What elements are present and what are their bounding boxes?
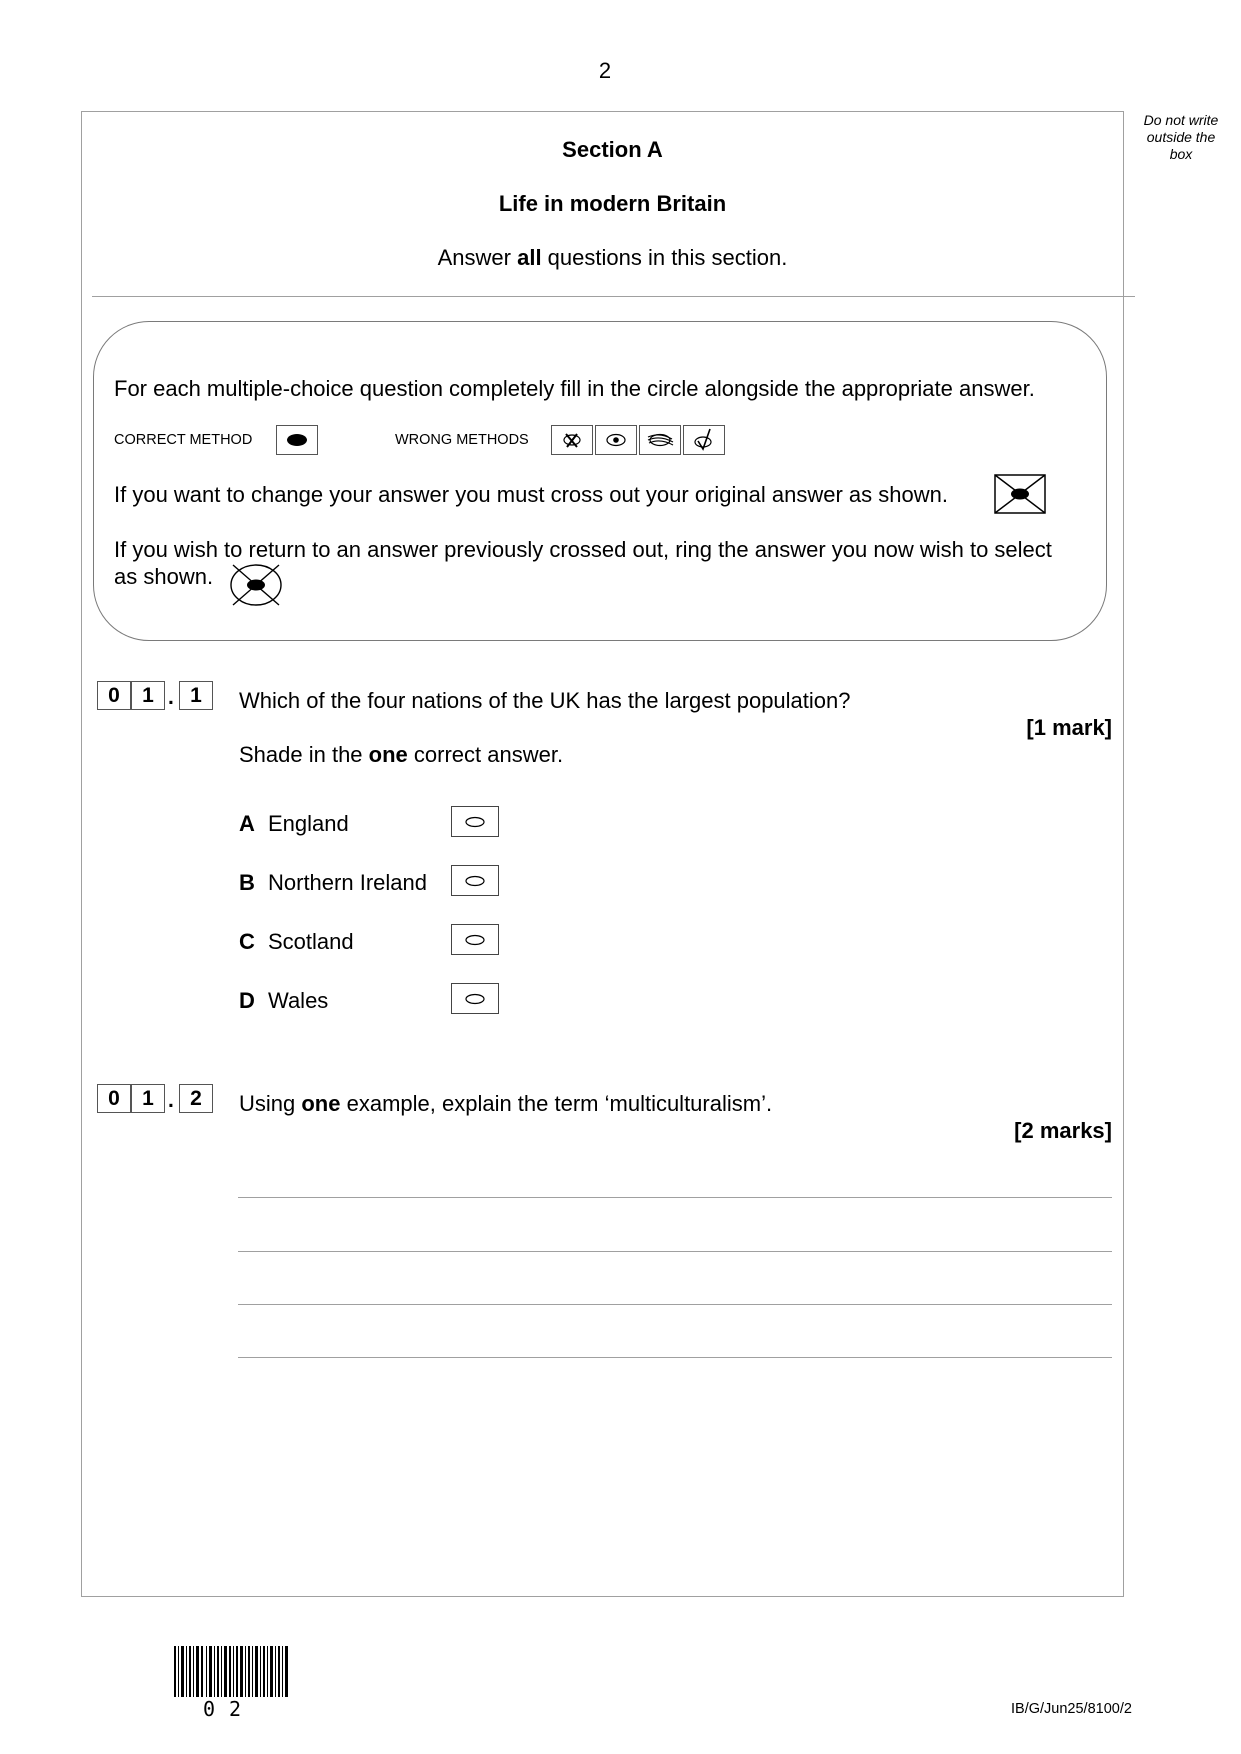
option-c-letter: C xyxy=(239,929,255,954)
wrong-method-tick-icon xyxy=(683,425,725,455)
option-d-letter: D xyxy=(239,988,255,1013)
wrong-method-scribble-icon xyxy=(639,425,681,455)
section-instruction: Answer all questions in this section. xyxy=(437,245,788,270)
instruction-line: For each multiple-choice question completely fill in the circle alongside the appropriate answer. xyxy=(114,376,1035,401)
section-divider xyxy=(92,296,1135,297)
option-a-letter: A xyxy=(239,811,255,836)
return-answer-instruction-cont: as shown. xyxy=(114,564,214,589)
instruction-emphasis: all xyxy=(517,245,542,270)
instruction-emphasis: one xyxy=(368,742,408,767)
question-number-digit: 0 xyxy=(97,1084,131,1113)
option-b-letter: B xyxy=(239,870,255,895)
question-number-digit: 1 xyxy=(131,681,165,710)
option-a-label: England xyxy=(268,811,349,836)
question-number-digit: 0 xyxy=(97,681,131,710)
return-answer-instruction: If you wish to return to an answer previously crossed out, ring the answer you now wish to select xyxy=(114,537,1052,562)
question-1-2-text: Using one example, explain the term ‘multiculturalism’. xyxy=(239,1091,773,1116)
paper-reference: IB/G/Jun25/8100/2 xyxy=(1011,1701,1132,1717)
option-a-bubble[interactable] xyxy=(451,806,499,837)
answer-line[interactable] xyxy=(238,1304,1112,1305)
wrong-method-dot-icon xyxy=(595,425,637,455)
question-number-digit: 1 xyxy=(131,1084,165,1113)
option-d-bubble[interactable] xyxy=(451,983,499,1014)
question-1-1-marks: [1 mark] xyxy=(1026,715,1112,740)
change-answer-instruction: If you want to change your answer you must cross out your original answer as shown. xyxy=(114,482,948,507)
section-subtitle: Life in modern Britain xyxy=(498,191,727,216)
correct-method-label: CORRECT METHOD xyxy=(114,432,253,448)
wrong-methods-label: WRONG METHODS xyxy=(395,432,529,448)
question-1-1-instruction: Shade in the one correct answer. xyxy=(239,742,564,767)
question-1-1-text: Which of the four nations of the UK has the largest population? xyxy=(239,688,851,713)
page-number: 2 xyxy=(598,58,612,83)
question-1-2-marks: [2 marks] xyxy=(1014,1118,1112,1143)
wrong-method-cross-icon xyxy=(551,425,593,455)
question-emphasis: one xyxy=(301,1091,341,1116)
option-b-label: Northern Ireland xyxy=(268,870,427,895)
answer-line[interactable] xyxy=(238,1357,1112,1358)
question-number-digit: 2 xyxy=(179,1084,213,1113)
ringed-answer-example-icon xyxy=(228,562,284,613)
question-number-dot: . xyxy=(168,686,174,709)
section-title: Section A xyxy=(562,137,663,162)
answer-line[interactable] xyxy=(238,1251,1112,1252)
option-c-label: Scotland xyxy=(268,929,354,954)
option-c-bubble[interactable] xyxy=(451,924,499,955)
barcode xyxy=(174,1646,290,1697)
crossed-out-example-icon xyxy=(994,474,1046,519)
barcode-number: 02 xyxy=(203,1697,256,1721)
correct-method-example-icon xyxy=(276,425,318,455)
option-b-bubble[interactable] xyxy=(451,865,499,896)
option-d-label: Wales xyxy=(268,988,329,1013)
question-number-digit: 1 xyxy=(179,681,213,710)
margin-note-line: Do not write xyxy=(1143,112,1219,128)
margin-note-line: outside the xyxy=(1146,129,1216,145)
question-number-dot: . xyxy=(168,1089,174,1112)
answer-line[interactable] xyxy=(238,1197,1112,1198)
margin-note-line: box xyxy=(1169,146,1193,162)
margin-note xyxy=(1133,112,1229,163)
